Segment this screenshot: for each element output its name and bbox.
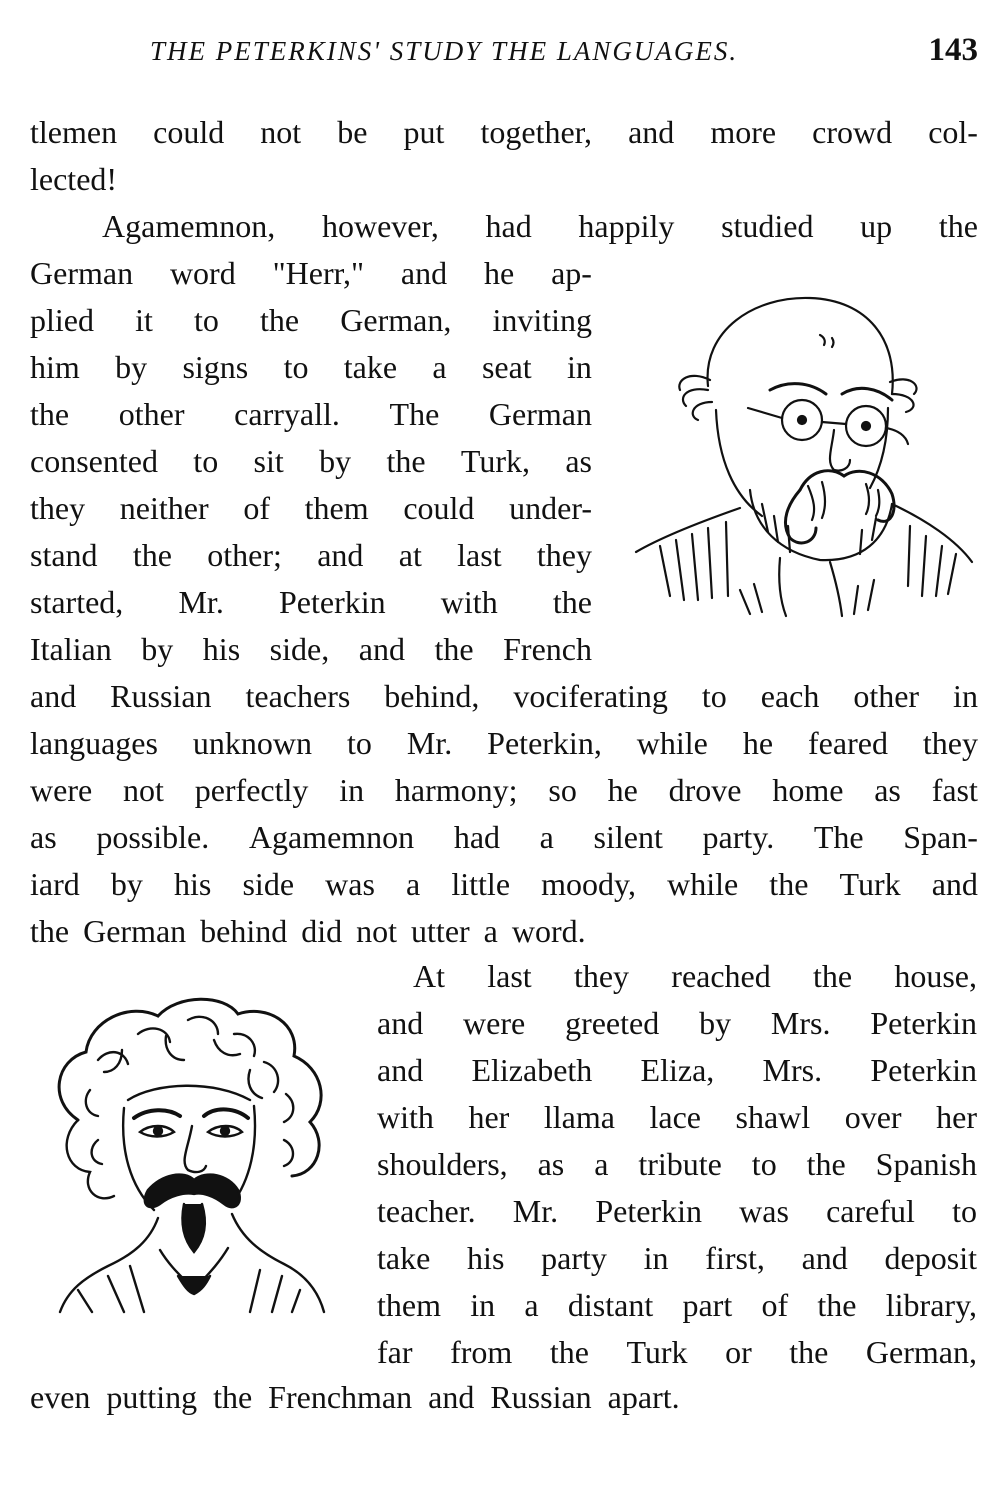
text-line: as possible. Agamemnon had a silent party. The Span- xyxy=(30,819,978,855)
text-line: teacher. Mr. Peterkin was careful to xyxy=(377,1193,977,1229)
text-line: they neither of them could under- xyxy=(30,490,592,526)
text-line: iard by his side was a little moody, while the Turk and xyxy=(30,866,978,902)
text-line: him by signs to take a seat in xyxy=(30,349,592,385)
text-line: languages unknown to Mr. Peterkin, while he feared they xyxy=(30,725,978,761)
text-line: Italian by his side, and the French xyxy=(30,631,592,667)
text-line: and Elizabeth Eliza, Mrs. Peterkin xyxy=(377,1052,977,1088)
text-line: were not perfectly in harmony; so he drove home as fast xyxy=(30,772,978,808)
text-line: even putting the Frenchman and Russian apart. xyxy=(30,1379,680,1415)
text-line: stand the other; and at last they xyxy=(30,537,592,573)
text-line: and were greeted by Mrs. Peterkin xyxy=(377,1005,977,1041)
text-line: and Russian teachers behind, vociferating to each other in xyxy=(30,678,978,714)
running-title: THE PETERKINS' STUDY THE LANGUAGES. xyxy=(150,36,739,66)
bald-man-spectacles-portrait-icon xyxy=(630,290,975,620)
text-line: the German behind did not utter a word. xyxy=(30,913,586,949)
text-line: Agamemnon, however, had happily studied up the xyxy=(102,208,978,244)
text-line: take his party in first, and deposit xyxy=(377,1240,977,1276)
text-line: lected! xyxy=(30,161,118,197)
text-line: with her llama lace shawl over her xyxy=(377,1099,977,1135)
text-line: started, Mr. Peterkin with the xyxy=(30,584,592,620)
curly-haired-man-portrait-icon xyxy=(38,990,338,1320)
text-line: consented to sit by the Turk, as xyxy=(30,443,592,479)
text-line: German word "Herr," and he ap- xyxy=(30,255,592,291)
text-line: plied it to the German, inviting xyxy=(30,302,592,338)
page-header xyxy=(30,30,978,80)
text-line: At last they reached the house, xyxy=(413,958,977,994)
text-line: tlemen could not be put together, and more crowd col- xyxy=(30,114,978,150)
text-line: them in a distant part of the library, xyxy=(377,1287,977,1323)
page-number: 143 xyxy=(928,32,978,68)
text-line: shoulders, as a tribute to the Spanish xyxy=(377,1146,977,1182)
text-line: far from the Turk or the German, xyxy=(377,1334,977,1370)
text-line: the other carryall. The German xyxy=(30,396,592,432)
